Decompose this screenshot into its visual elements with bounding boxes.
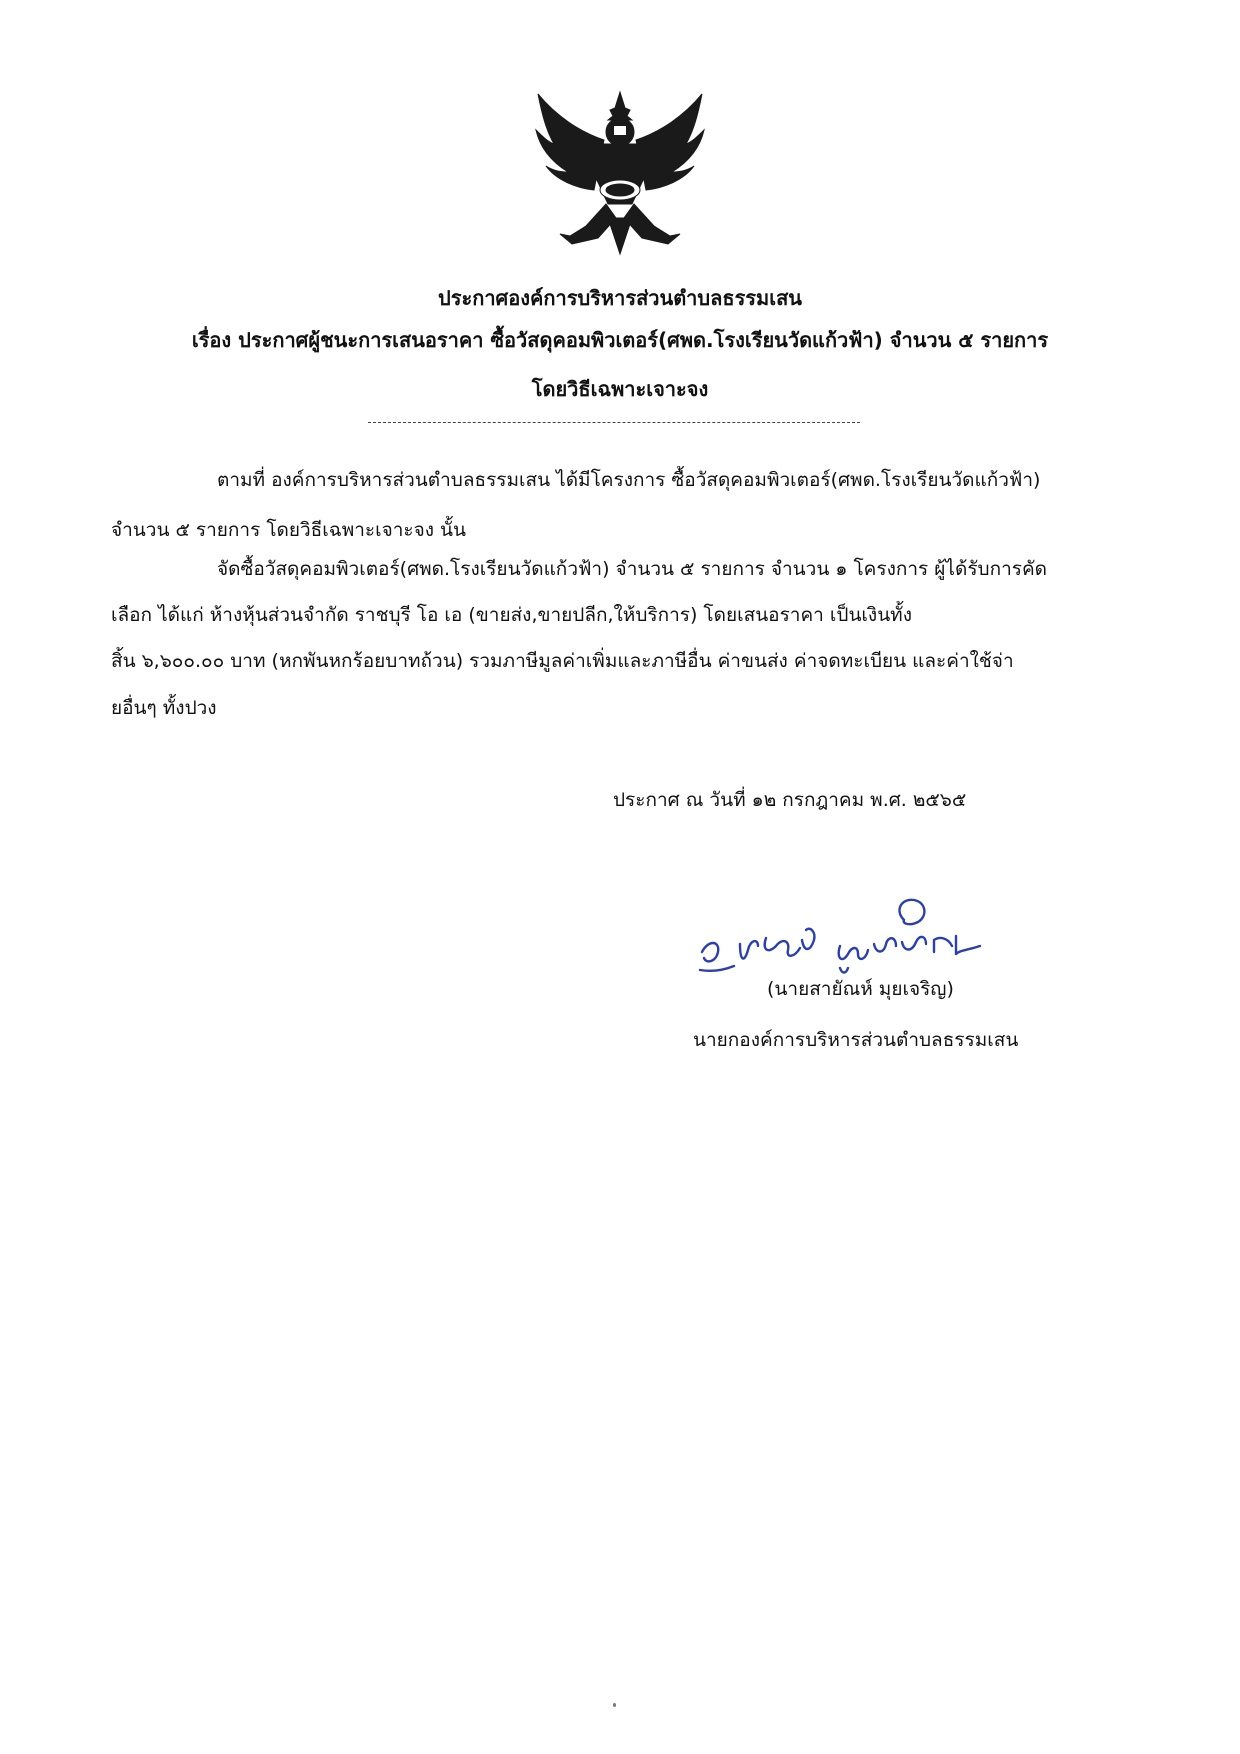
paragraph-1-line-1: ตามที่ องค์การบริหารส่วนตำบลธรรมเสน ได้มีโครงการ ซื้อวัสดุคอมพิวเตอร์(ศพด.โรงเรียนวัดแก้วฟ้า) <box>217 469 1041 491</box>
handwritten-signature-icon <box>690 880 990 990</box>
paragraph-2-line-4: ยอื่นๆ ทั้งปวง <box>111 697 217 719</box>
paragraph-2-line-2: เลือก ได้แก่ ห้างหุ้นส่วนจำกัด ราชบุรี โอ เอ (ขายส่ง,ขายปลีก,ให้บริการ) โดยเสนอราคา เป็นเงินทั้ง <box>111 604 912 626</box>
procurement-method: โดยวิธีเฉพาะเจาะจง <box>531 377 709 401</box>
garuda-emblem-icon <box>520 86 720 256</box>
scan-speck <box>613 1703 616 1707</box>
announcement-title: ประกาศองค์การบริหารส่วนตำบลธรรมเสน <box>438 286 802 310</box>
paragraph-2-line-3: สิ้น ๖,๖๐๐.๐๐ บาท (หกพันหกร้อยบาทถ้วน) รวมภาษีมูลค่าเพิ่มและภาษีอื่น ค่าขนส่ง ค่าจดทะเบียน และค่าใช้จ่า <box>111 650 1014 672</box>
paragraph-1-line-2: จำนวน ๕ รายการ โดยวิธีเฉพาะเจาะจง นั้น <box>111 519 467 541</box>
signer-name: (นายสายัณห์ มุยเจริญ) <box>767 978 954 1000</box>
signer-title: นายกองค์การบริหารส่วนตำบลธรรมเสน <box>693 1029 1019 1051</box>
paragraph-2-line-1: จัดซื้อวัสดุคอมพิวเตอร์(ศพด.โรงเรียนวัดแก้วฟ้า) จำนวน ๕ รายการ จำนวน ๑ โครงการ ผู้ได้รับการคัด <box>217 558 1048 580</box>
announcement-subject: เรื่อง ประกาศผู้ชนะการเสนอราคา ซื้อวัสดุคอมพิวเตอร์(ศพด.โรงเรียนวัดแก้วฟ้า) จำนวน ๕ รายการ <box>191 328 1049 352</box>
announcement-date: ประกาศ ณ วันที่ ๑๒ กรกฎาคม พ.ศ. ๒๕๖๕ <box>613 789 967 811</box>
title-divider <box>368 422 860 423</box>
